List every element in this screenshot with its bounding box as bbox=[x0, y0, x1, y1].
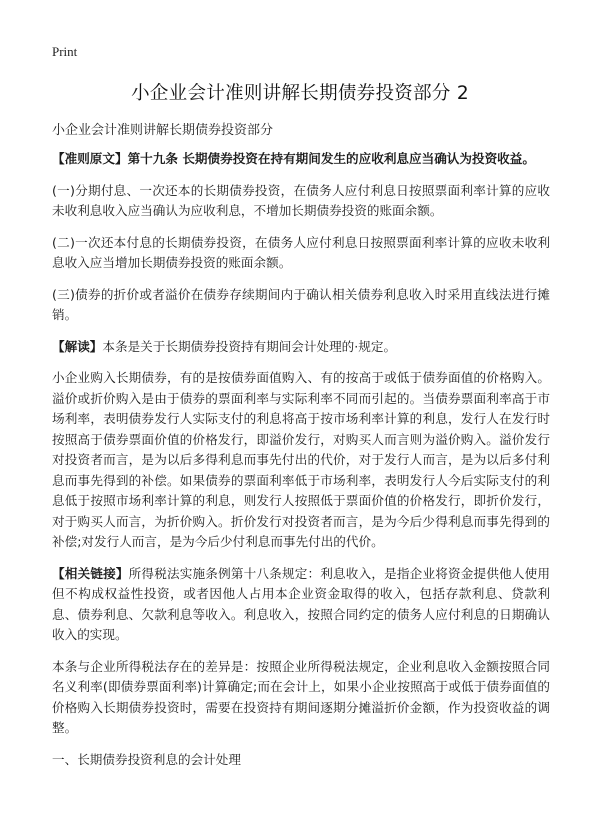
document-title: 小企业会计准则讲解长期债券投资部分 2 bbox=[131, 83, 469, 104]
document-body bbox=[52, 149, 550, 781]
document-subtitle: 小企业会计准则讲解长期债券投资部分 bbox=[52, 123, 274, 138]
rule-item-2: (二)一次还本付息的长期债券投资，在债务人应付利息日按照票面利率计算的应收未收利息收入应当增加长期债券投资的账面余额。 bbox=[52, 234, 550, 270]
print-label: Print bbox=[52, 44, 78, 59]
related-link-tag: 【相关链接】 bbox=[52, 565, 129, 581]
body-paragraph-2: 本条与企业所得税法存在的差异是：按照企业所得税法规定，企业利息收入金额按照合同名义利率(即债券票面利率)计算确定;而在会计上，如果小企业按照高于或低于债券面值的价格购入长期债券投资时，需要在投资持有期间逐期分摊溢折价金额，作为投资收益的调整。 bbox=[52, 658, 550, 735]
related-link-paragraph bbox=[52, 564, 550, 646]
interpretation-paragraph bbox=[52, 337, 550, 358]
rule-tag: 【准则原文】 bbox=[52, 151, 128, 166]
body-paragraph-1: 小企业购入长期债券，有的是按债券面值购入、有的按高于或低于债券面值的价格购入。溢价或折价购入是由于债券的票面利率与实际利率不同而引起的。当债券票面利率高于市场利率，表明债券发行人实际支付的利息将高于按市场利率计算的利息，发行人在发行时按照高于债券票面价值的价格发行，即溢价发行，对购买人而言则为溢价购入。溢价发行对投资者而言，是为以后多得利息而事先付出的代价，对于发行人而言，是为以后多付利息而事先得到的补偿。如果债券的票面利率低于市场利率，表明发行人今后实际支付的利息低于按照市场利率计算的利息，则发行人按照低于票面价值的价格发行，即折价发行，对于购买人而言，为折价购入。折价发行对投资者而言，是为今后少得利息而事先得到的补偿;对发行人而言，是为今后少付利息而事先付出的代价。 bbox=[52, 370, 550, 549]
interpretation-text: 本条是关于长期债券投资持有期间会计处理的·规定。 bbox=[102, 338, 397, 354]
section-heading-1: 一、长期债券投资利息的会计处理 bbox=[52, 751, 241, 767]
related-link-text: 所得税法实施条例第十八条规定：利息收入，是指企业将资金提供他人使用但不构成权益性投资，或者因他人占用本企业资金取得的收入，包括存款利息、贷款利息、债券利息、欠款利息等收入。利息收入，按照合同约定的债务人应付利息的日期确认收入的实现。 bbox=[52, 565, 551, 642]
rule-text: 第十九条 长期债券投资在持有期间发生的应收利息应当确认为投资收益。 bbox=[127, 151, 535, 166]
rule-item-3: (三)债券的折价或者溢价在债券存续期间内于确认相关债券利息收入时采用直线法进行摊销。 bbox=[52, 286, 550, 322]
interpretation-tag: 【解读】 bbox=[52, 338, 103, 354]
rule-paragraph bbox=[52, 149, 550, 170]
rule-item-1: (一)分期付息、一次还本的长期债券投资，在债务人应付利息日按照票面利率计算的应收未收利息收入应当确认为应收利息，不增加长期债券投资的账面余额。 bbox=[52, 182, 550, 218]
